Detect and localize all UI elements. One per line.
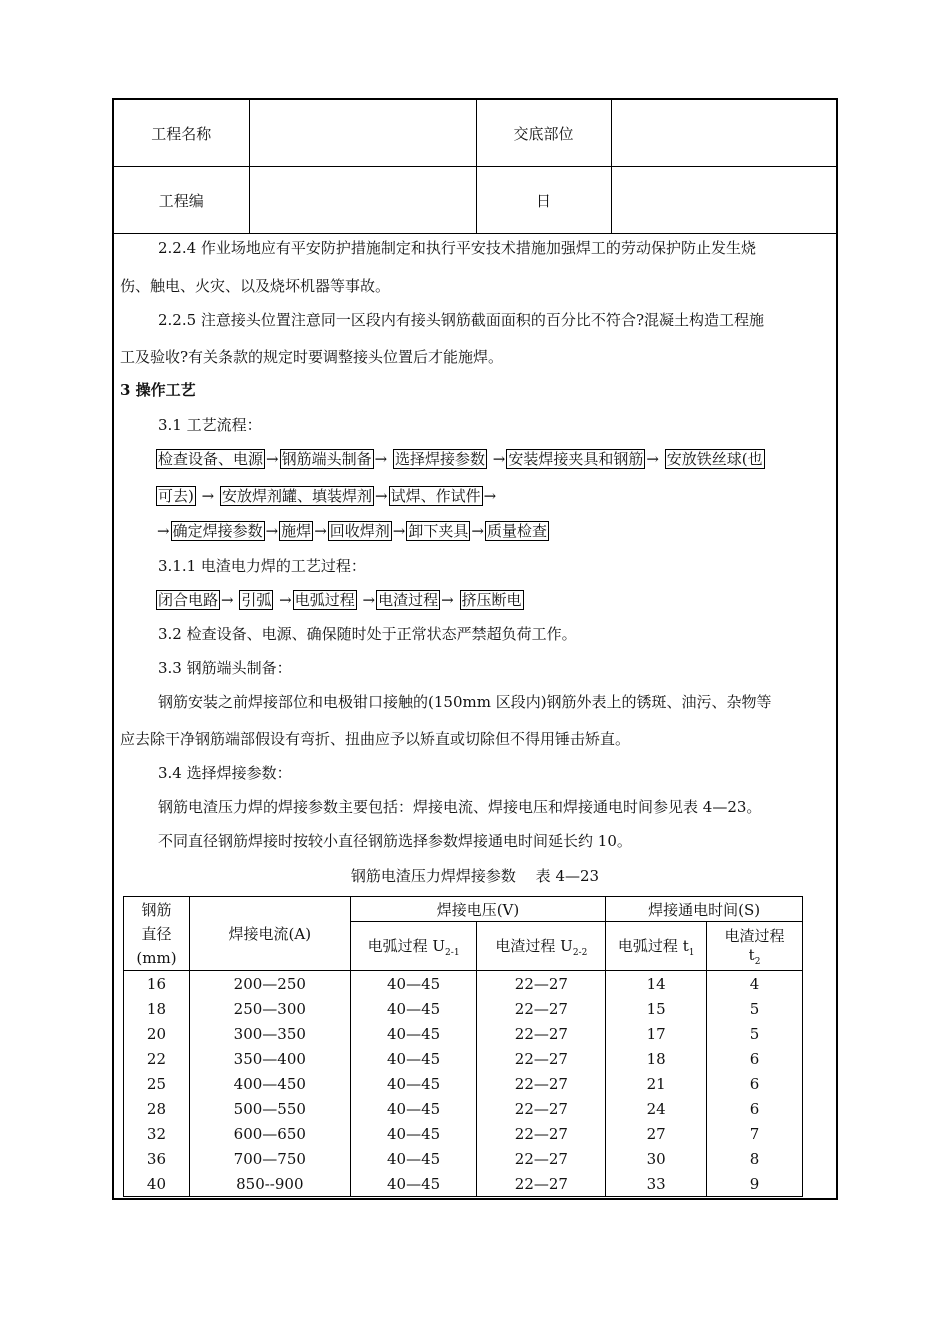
- cell-arc-voltage: 40—45: [350, 971, 477, 997]
- process-flow-line2: [156, 485, 497, 506]
- table-row: [124, 971, 803, 997]
- flow-arrow: →: [201, 487, 215, 505]
- header-diameter-l2: 直径: [141, 924, 172, 943]
- cell-diameter: 28: [124, 1096, 190, 1121]
- cell-current: 850--900: [189, 1171, 350, 1197]
- header-arc-time-text: 电弧过程 t: [617, 936, 689, 955]
- cell-arc-voltage: 40—45: [350, 1146, 477, 1171]
- document-frame: [112, 98, 838, 1200]
- flow-arrow: →: [266, 450, 279, 468]
- location-value: [611, 100, 836, 167]
- project-name-value: [249, 100, 476, 167]
- flow-arrow: →: [314, 522, 327, 540]
- cell-arc-voltage: 40—45: [350, 1071, 477, 1096]
- flow-step: 质量检查: [486, 522, 547, 540]
- paragraph-2-2-5-line1: 2.2.5 注意接头位置注意同一区段内有接头钢筋截面面积的百分比不符合?混凝土构造工程施: [158, 311, 764, 329]
- flow-step: 闭合电路: [158, 591, 219, 609]
- cell-arc-time: 27: [606, 1121, 707, 1146]
- header-voltage: 焊接电压(V): [350, 897, 606, 922]
- flow-arrow: →: [362, 591, 376, 609]
- cell-arc-voltage: 40—45: [350, 1096, 477, 1121]
- flow-step: 检查设备、电源: [158, 450, 264, 468]
- header-slag-voltage-text: 电渣过程 U: [495, 936, 573, 955]
- flow-step: 安放焊剂罐、填装焊剂: [222, 487, 373, 505]
- cell-slag-time: 9: [707, 1171, 803, 1197]
- flow-step: 引弧: [241, 591, 272, 609]
- header-slag-time-t: t: [748, 946, 755, 964]
- cell-current: 250—300: [189, 996, 350, 1021]
- cell-slag-time: 5: [707, 1021, 803, 1046]
- cell-slag-time: 6: [707, 1071, 803, 1096]
- paragraph-2-2-5-line2: 工及验收?有关条款的规定时要调整接头位置后才能施焊。: [120, 348, 504, 366]
- paragraph-3-3-line2: 应去除干净钢筋端部假设有弯折、扭曲应予以矫直或切除但不得用锤击矫直。: [120, 730, 631, 748]
- table-row: [124, 1046, 803, 1071]
- table-body: [124, 971, 803, 1197]
- cell-diameter: 18: [124, 996, 190, 1021]
- electroslag-flow: [156, 589, 524, 610]
- header-slag-time: [707, 922, 803, 971]
- table-row: [124, 1171, 803, 1197]
- flow-arrow: →: [483, 487, 497, 505]
- header-arc-voltage-text: 电弧过程 U: [367, 936, 446, 955]
- paragraph-3-2: 3.2 检查设备、电源、确保随时处于正常状态严禁超负荷工作。: [158, 625, 577, 643]
- project-name-label: 工程名称: [114, 100, 249, 167]
- flow-arrow: →: [221, 591, 234, 609]
- cell-arc-time: 18: [606, 1046, 707, 1071]
- cell-slag-voltage: 22—27: [477, 1021, 606, 1046]
- flow-step: 电渣过程: [378, 591, 439, 609]
- welding-parameters-table: [123, 896, 803, 1197]
- table-row: [124, 1021, 803, 1046]
- paragraph-2-2-4-line1: 2.2.4 作业场地应有平安防护措施制定和执行平安技术措施加强焊工的劳动保护防止发生烧: [158, 239, 756, 257]
- table-row: [124, 1121, 803, 1146]
- subscript: 2-2: [572, 947, 588, 958]
- cell-slag-voltage: 22—27: [477, 1171, 606, 1197]
- cell-arc-time: 33: [606, 1171, 707, 1197]
- flow-arrow: →: [375, 487, 388, 505]
- cell-current: 600—650: [189, 1121, 350, 1146]
- paragraph-3-1: 3.1 工艺流程：: [158, 416, 262, 434]
- cell-slag-time: 7: [707, 1121, 803, 1146]
- flow-step: 卸下夹具: [408, 522, 469, 540]
- cell-arc-time: 24: [606, 1096, 707, 1121]
- header-diameter-l1: 钢筋: [141, 900, 172, 919]
- cell-diameter: 25: [124, 1071, 190, 1096]
- date-label: 日: [476, 167, 611, 234]
- cell-slag-time: 4: [707, 971, 803, 997]
- flow-arrow: →: [265, 522, 279, 540]
- project-no-value: [249, 167, 476, 234]
- flow-arrow: →: [392, 522, 406, 540]
- flow-step: 施焊: [281, 522, 312, 540]
- cell-arc-voltage: 40—45: [350, 1121, 477, 1146]
- subscript: 2-1: [445, 947, 460, 958]
- section-heading-3: 3 操作工艺: [120, 381, 196, 399]
- subscript: 1: [688, 947, 695, 958]
- cell-diameter: 20: [124, 1021, 190, 1046]
- flow-arrow: →: [374, 450, 388, 468]
- flow-arrow: →: [492, 450, 506, 468]
- flow-arrow: →: [646, 450, 659, 468]
- flow-step: 可去): [158, 487, 194, 505]
- cell-arc-time: 21: [606, 1071, 707, 1096]
- flow-arrow: →: [441, 591, 454, 609]
- header-time: 焊接通电时间(S): [606, 897, 803, 922]
- cell-arc-time: 30: [606, 1146, 707, 1171]
- cell-arc-time: 15: [606, 996, 707, 1021]
- process-flow-line1: [156, 448, 765, 469]
- flow-step: 选择焊接参数: [394, 450, 485, 468]
- table-row: [124, 1071, 803, 1096]
- header-arc-time: [606, 922, 707, 971]
- cell-slag-time: 5: [707, 996, 803, 1021]
- table-caption: 钢筋电渣压力焊焊接参数 表 4—23: [350, 867, 600, 885]
- table-row: [124, 996, 803, 1021]
- cell-current: 400—450: [189, 1071, 350, 1096]
- cell-arc-time: 17: [606, 1021, 707, 1046]
- flow-step: 安放铁丝球(也: [666, 450, 763, 468]
- paragraph-2-2-4-line2: 伤、触电、火灾、以及烧坏机器等事故。: [120, 277, 391, 295]
- header-diameter-l3: (mm): [136, 948, 177, 967]
- paragraph-3-3-line1: 钢筋安装之前焊接部位和电极钳口接触的(150mm 区段内)钢筋外表上的锈斑、油污、杂物等: [158, 693, 772, 711]
- cell-slag-time: 6: [707, 1096, 803, 1121]
- cell-arc-voltage: 40—45: [350, 1171, 477, 1197]
- cell-slag-voltage: 22—27: [477, 996, 606, 1021]
- header-arc-voltage: [350, 922, 477, 971]
- cell-diameter: 22: [124, 1046, 190, 1071]
- cell-slag-voltage: 22—27: [477, 1071, 606, 1096]
- cell-current: 300—350: [189, 1021, 350, 1046]
- cell-diameter: 40: [124, 1171, 190, 1197]
- flow-arrow: →: [279, 591, 292, 609]
- cell-slag-time: 6: [707, 1046, 803, 1071]
- flow-step: 钢筋端头制备: [281, 450, 372, 468]
- flow-step: 电弧过程: [294, 591, 355, 609]
- cell-slag-voltage: 22—27: [477, 971, 606, 997]
- header-diameter: [124, 897, 190, 971]
- project-no-label: 工程编: [114, 167, 249, 234]
- cell-current: 500—550: [189, 1096, 350, 1121]
- date-value: [611, 167, 836, 234]
- subscript: 2: [754, 957, 761, 967]
- process-flow-line3: [156, 520, 549, 541]
- cell-current: 700—750: [189, 1146, 350, 1171]
- paragraph-3-4: 3.4 选择焊接参数：: [158, 764, 292, 782]
- cell-slag-voltage: 22—27: [477, 1096, 606, 1121]
- table-row: [124, 1096, 803, 1121]
- paragraph-3-1-1: 3.1.1 电渣电力焊的工艺过程：: [158, 557, 366, 575]
- header-slag-time-text: 电渣过程: [724, 927, 785, 945]
- cell-arc-voltage: 40—45: [350, 1046, 477, 1071]
- flow-arrow: →: [157, 522, 170, 540]
- header-current: 焊接电流(A): [189, 897, 350, 971]
- cell-slag-voltage: 22—27: [477, 1146, 606, 1171]
- flow-arrow: →: [471, 522, 484, 540]
- table-row: [124, 1146, 803, 1171]
- cell-current: 350—400: [189, 1046, 350, 1071]
- paragraph-3-4-line1: 钢筋电渣压力焊的焊接参数主要包括：焊接电流、焊接电压和焊接通电时间参见表 4—23。: [158, 798, 762, 816]
- flow-step: 试焊、作试件: [390, 487, 481, 505]
- header-slag-voltage: [477, 922, 606, 971]
- cell-arc-voltage: 40—45: [350, 1021, 477, 1046]
- paragraph-3-4-line2: 不同直径钢筋焊接时按较小直径钢筋选择参数焊接通电时间延长约 10。: [158, 832, 632, 850]
- cell-arc-time: 14: [606, 971, 707, 997]
- flow-step: 回收焊剂: [329, 522, 390, 540]
- cell-diameter: 36: [124, 1146, 190, 1171]
- flow-step: 确定焊接参数: [172, 522, 263, 540]
- cell-diameter: 16: [124, 971, 190, 997]
- cell-arc-voltage: 40—45: [350, 996, 477, 1021]
- cell-current: 200—250: [189, 971, 350, 997]
- header-table: [114, 100, 836, 234]
- flow-step: 挤压断电: [461, 591, 522, 609]
- cell-diameter: 32: [124, 1121, 190, 1146]
- paragraph-3-3: 3.3 钢筋端头制备：: [158, 659, 292, 677]
- flow-step: 安装焊接夹具和钢筋: [508, 450, 644, 468]
- cell-slag-time: 8: [707, 1146, 803, 1171]
- cell-slag-voltage: 22—27: [477, 1046, 606, 1071]
- location-label: 交底部位: [476, 100, 611, 167]
- cell-slag-voltage: 22—27: [477, 1121, 606, 1146]
